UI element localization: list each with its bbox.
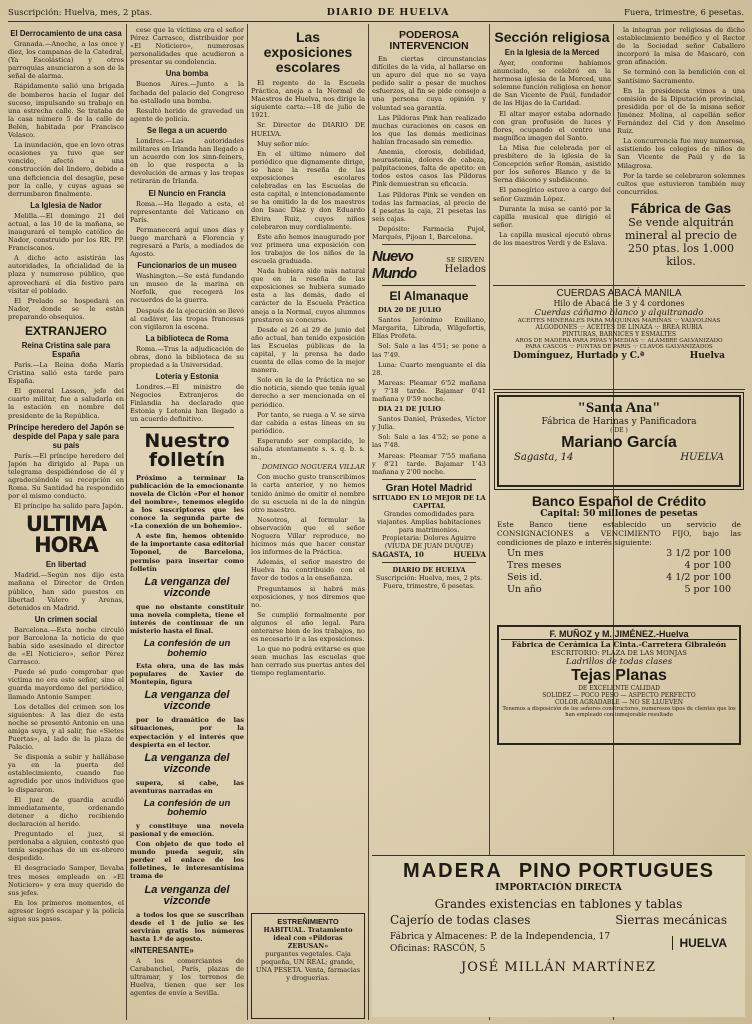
article-text: Roma.—Tras la adjudicación de obras, donó la biblioteca de su propiedad a la Universidad. (130, 344, 244, 369)
article-text: Se cumplió formalmente por algunos el año legal. Para enterarse bien de los trabajos, no es necesario ir a las exposiciones. (251, 610, 365, 644)
article-text: Solo en la de la Práctica no se dio noticia, siendo que tenía igual derecho a ser mencionada en el periódico. (251, 376, 365, 409)
article-text: Las Píldoras Pink han realizado muchas curaciones en casos en los que las demás medicinas habían fracasado sin remedio. (372, 113, 486, 146)
gas-title: Fábrica de Gas (630, 200, 732, 216)
article-text: El juez de guardia acudió inmediatamente, ordenando detener a dicho recibiendo declaración al herido. (8, 795, 124, 828)
article-text: El regente de la Escuela Práctica, aneja a la Normal de Maestros de Huelva, nos dirige la siguiente carta:—18 de julio de 1921. (251, 79, 365, 120)
article-text: París.—La Reina doña María Cristina salió esta tarde para España. (8, 361, 124, 386)
cuerdas-hilo: Hilo de Abacá de 3 y 4 cordones (553, 299, 685, 308)
article-text: Puede sé pudo comprobar que víctima no era este señor, sino el guarda mayordomo del periódico, llamado Antonio Samper. (8, 668, 124, 701)
banco-capital: Capital: 50 millones de pesetas (540, 509, 698, 519)
article-text: Las Píldoras Pink se venden en todas las farmacias, al precio de 4 pesetas la caja, 21 pesetas las seis cajas. (372, 190, 486, 223)
article-text: El panegírico estuvo a cargo del señor Guzmán López. (493, 186, 611, 203)
article-text: Ayer, conforme habíamos anunciado, se celebró en la hermosa iglesia de la Merced, una solemne función religiosa en honor de San Vicente de Paúl, fundador de las Hijas de la Caridad. (493, 59, 611, 108)
santa-ana-address-row (502, 452, 736, 463)
novel-title: La confesión de un bohemio (143, 638, 231, 659)
banco-rate-value: 5 por 100 (684, 584, 731, 595)
article-text: La concurrencia fue muy numerosa, asistiendo los colegios de niños de San Vicente de Paúl y de la Milagrosa. (617, 137, 745, 170)
cuerdas-algodones: ALGODONES ·:· ACEITES DE LINAZA ·:· BREA RUBIA (535, 324, 703, 331)
article-text: El desgraciado Samper, llevaba tres meses empleado en «El Noticiero» y era muy querido de sus jefes. (8, 864, 124, 897)
hotel-comforts: Grandes comodidades para viajantes. Amplias habitaciones para matrimonios. (377, 509, 481, 534)
banco-title: Banco Español de Crédito (531, 493, 707, 509)
article-text: Después de la ejecución se llevó al cadáver, las tropas francesas con vigilaron la escena. (130, 306, 244, 331)
ceramica-bricks: Ladrillos de todas clases (565, 657, 673, 667)
article-text: Durante la misa se cantó por la capilla musical que dirigió el señor. (493, 204, 611, 229)
article-text: Desde el 26 al 29 de junio del año actual, han tenido exposición las Escuelas públicas de la capital, y la prensa ha dado cuenta de ellas como de la mejor manera. (251, 325, 365, 375)
article-text: que no obstante constituir una novela completa, tiene el interés de continuar de un misterio hasta el final. (130, 602, 244, 635)
section-heading-ultima-hora: ULTIMA HORA (25, 512, 107, 558)
ceramica-office: ESCRITORIO: PLAZA DE LAS MONJAS (551, 649, 687, 657)
article-text: El Prelado se hospedará en Nador, donde se le están preparando obsequios. (8, 296, 124, 321)
article-text: Permanecerá aquí unos días y luego marchará a Florencia y regresará a París, a mediados de Agosto. (130, 225, 244, 259)
article-text: Por tanto, se ruega a V. se sirva dar cabida a estas líneas en su periódico. (251, 410, 365, 435)
article-text: La capilla musical ejecutó obras de los maestros Verdi y de Eslava. (493, 230, 611, 247)
article-text: por lo dramático de las situaciones, por la expectación y el interés que despierta en el lector. (130, 716, 244, 749)
article-text: Se terminó con la bendición con el Santísimo Sacramento. (617, 68, 745, 85)
divider (382, 479, 476, 480)
article-text: Depósito: Farmacia Pujol, Marqués, Pijoan 1, Barcelona. (372, 224, 486, 241)
cuerdas-cascos: PARA CASCOS ·:· PUNTAS DE PARIS ·:· CLAVOS GALVANIZADOS (525, 344, 713, 350)
article-text: Preguntado el juez, si perdonaba a alguien, contestó que tenía sospechas de un ex-obrero despedido. (8, 830, 124, 863)
masthead-subscription: Suscripción: Huelva, mes, 2 ptas. (8, 7, 153, 18)
headline: En libertad (45, 560, 87, 570)
column-2 (130, 26, 244, 1020)
estr-text: HABITUAL. Tratamiento ideal con «Píldoras ZEBUSAN» (263, 926, 353, 950)
divider (382, 285, 476, 286)
madera-address-row (372, 929, 745, 957)
banco-rate-row (507, 584, 731, 596)
article-title: PODEROSA INTERVENCION (389, 29, 469, 52)
headline: Un crimen social (34, 614, 98, 624)
article-text: Además, el señor maestro de Huelva ha contribuido con el favor de todos a la enseñanza. (251, 558, 365, 583)
article-text: Madrid.—Según nos dijo esta mañana el Director de Orden público, han sido puestos en libertad Valero y Arenas, detenidos en Madrid. (8, 571, 124, 612)
gas-offer: Se vende alquitrán mineral al precio de 250 ptas. los 1.000 kilos. (624, 216, 738, 268)
almanaque-text: Mareas: Pleamar 7'55 mañana y 8'21 tarde. Bajamar 1'43 mañana y 2'00 noche. (372, 451, 486, 476)
article-text: Próximo a terminar la publicación de la emocionante novela de Ciclón «Por el honor del nombre», tenemos elegido a los suscriptores que les conoce la segunda parte de «La conexión de un bohemio». (130, 473, 244, 531)
madera-city: HUELVA (672, 936, 727, 950)
article-text: Con objeto de que todo el mundo pueda seguir, sin perder el enlace de los folletines, le interesantísima trama de (130, 840, 244, 881)
ceramica-features: SOLIDEZ — POCO PESO — ASPECTO PERFECTO (542, 692, 696, 699)
article-text: la integran por religiosas de dicho establecimiento benéfico y el Rector de la Sociedad señor Caballero incorporó la misa de Mascaró, con gran afinación. (617, 26, 745, 67)
article-text: Esperando ser complacido, le saluda atentamente s. s. q. b. s. m., (251, 436, 365, 462)
article-text: a todos los que se suscriban desde el 1 de julio se les servirán gratis los números hasta 1.º de agosto. (130, 910, 244, 943)
santa-ana-city: HUELVA (680, 452, 724, 463)
article-text: El altar mayor estaba adornado con gran profusión de luces y flores, ocupando el centro una magnífica imagen del Santo. (493, 109, 611, 142)
article-text: Buenos Aires.—Junto a la fachada del palacio del Congreso ha estallado una bomba. (130, 80, 244, 105)
ceramica-quality: DE EXCELENTE CALIDAD (578, 685, 660, 692)
novel-title: La venganza del vizconde (144, 751, 230, 775)
headline: Funcionarios de un museo (137, 261, 237, 271)
article-text: Granada.—Anoche, a las once y diez, los campanas de la Catedral, (Ya Escolástica) y otros parroquias anunciaron a son de la señal de alarma. (8, 40, 124, 81)
article-text: Londres.—Las autoridades militares en Irlanda han llegado a un acuerdo con los sinn-feiners, en lo que respecta a la devolución de armas y las tropas retirarán de Irlanda. (130, 136, 244, 186)
headline: Una bomba (165, 69, 209, 79)
column-rule (368, 24, 369, 1020)
article-text: Nosotros, al formular la observación que el señor Noguera Villar reproduce, no hicimos más que hacer constar los informes de la Práctica. (251, 515, 365, 557)
subscription-local: Suscripción: Huelva, mes, 2 pts. (375, 573, 483, 582)
column-1 (8, 26, 124, 1020)
hotel-address-row (372, 550, 486, 559)
estrenimiento-ad (251, 913, 365, 1019)
article-title: Sección religiosa (494, 29, 610, 45)
article-text: La Misa fue celebrada por el presbítero de la iglesia de la Concepción señor Román, asistido por los señores Blanco y de la Serna diácono y subdiácono. (493, 143, 611, 185)
masthead-title: DIARIO DE HUELVA (326, 7, 450, 18)
article-text: París.—El príncipe heredero del Japón ha dirigido al Papa un telegrama despidiéndose de él y agradeciéndole su recepción en Roma. Su Santidad ha respondido por el mismo conducto. (8, 451, 124, 501)
article-text: Muy señor mío: (257, 139, 310, 148)
estr-text2: purgantes vegetales. Caja pequeña, UN REAL; grande, UNA PESETA. Venta, farmacias y droguerías. (255, 950, 361, 982)
article-text: A este fin, hemos obtenido de la importante casa editorial Toponel, de Barcelona, permiso para insertar como folletín (130, 532, 244, 573)
article-text: Melilla.—El domingo 21 del actual, a las 10 de la mañana, se inaugurará el templo católico de Nador, construido por los RR. PP. Franciscanos. (8, 211, 124, 253)
ceramica-note: Tenemos a disposición de los señores constructores, numerosos tipos de clientes que los han empleado con inmejorable resultado (502, 706, 736, 719)
signature: DOMINGO NOGUERA VILLAR (261, 463, 365, 472)
helados-word: Helados (444, 263, 486, 275)
column-6 (617, 26, 745, 198)
cuerdas-ad (493, 285, 745, 390)
cuerdas-canamo: Cuerdas cáñamo blanco y alquitranado (534, 308, 704, 318)
hotel-location: SITUADO EN LO MEJOR DE LA CAPITAL (372, 493, 486, 510)
headline: La biblioteca de Roma (145, 333, 229, 343)
novel-title: La confesión de un bohemio (143, 797, 231, 819)
madera-ad (372, 855, 745, 1017)
madera-pino: PINO PORTUGUES (518, 860, 714, 882)
article-text: El príncipe ha salido para Japón. (14, 502, 124, 511)
banco-rate-value: 4 por 100 (684, 560, 731, 571)
divider (382, 562, 476, 563)
column-3 (251, 26, 365, 1020)
cuerdas-company-row (493, 350, 745, 362)
banco-rate-term: Un año (507, 584, 542, 595)
madera-addresses (390, 931, 610, 955)
santa-ana-subtitle: Fábrica de Harinas y Panificadora (541, 417, 697, 427)
madera-offices: Oficinas: RASCÓN, 5 (390, 944, 486, 954)
article-text: La inundación, que en lovo otras ocasiones ya tuvo que ser vencido, afectó a una construcción del lindero, debido a una deficiencia del desagüe, pese por la calle, y cuyas aguas se derrumbaron finalmente. (8, 141, 124, 198)
article-text: Resultó herido de gravedad un agente de policía. (130, 106, 244, 123)
cuerdas-aceites: ACEITES MINERALES PARA MÁQUINAS MARINAS ·:· VALVOLINAS (517, 318, 721, 324)
ceramica-tiles: Tejas Planas (571, 667, 667, 684)
banco-rate-value: 3 1/2 por 100 (666, 548, 731, 559)
almanaque-title: El Almanaque (389, 289, 469, 304)
article-text: Roma.—Ha llegado a esta, el representante del Vaticano en París. (130, 199, 244, 224)
hotel-name: Gran Hotel Madrid (385, 482, 473, 494)
cuerdas-city: Huelva (689, 351, 725, 361)
madera-stock: Grandes existencias en tablones y tablas (434, 897, 683, 911)
article-text: Anemia, clorosis, debilidad, neurastenia, dolores de cabeza, palpitaciones, falta de apetito: en todos estos casos las Píldoras Pink demuestran su eficacia. (372, 148, 486, 189)
headline: Príncipe heredero del Japón se despide del Papa y sale para su país (8, 422, 124, 450)
article-text: Nada hubiera sido más natural que en la reseña de las exposiciones se hubiera sumado esta a las demás, dado el carácter de la Escuela Práctica aneja a la Normal, cuyos alumnos prestaron su concurso. (251, 267, 365, 324)
article-text: cese que la víctima era el señor Pérez Carrasco, distribuidor por «El Noticiero», numerosas personalidades que acudieron a presentar su condolencia. (130, 26, 244, 67)
article-text: En ciertas circunstancias difíciles de la vida, al hallarse en un apuro del que no se vaya pedido salir a pesar de muchos esfuerzos, al fin se pide consejo a una persona cuya opinión y voluntad sea garantía. (372, 55, 486, 112)
gas-factory-ad (617, 200, 745, 280)
article-text: Preguntamos si habrá más exposiciones, y nos diremos que no. (251, 584, 365, 609)
headline: El Nuncio en Francia (148, 188, 226, 198)
ceramica-owners: F. MUÑOZ y M. JIMÉNEZ.-Huelva (501, 629, 737, 640)
santa-ana-owner: Mariano García (561, 434, 677, 451)
hotel-street: SAGASTA, 10 (372, 549, 424, 559)
almanaque-text: Sol: Sale a las 4'51; se pone a las 7'49. (372, 342, 486, 359)
banco-ad (493, 493, 745, 618)
almanaque-day: DIA 21 DE JULIO (378, 405, 442, 414)
almanaque-text: Mareas: Pleamar 6'52 mañana y 7'18 tarde. Bajamar 0'41 mañana y 0'59 noche. (372, 378, 486, 403)
almanaque-text: Luna: Cuarto menguante el día 28. (372, 360, 486, 377)
banco-rate-row (507, 560, 731, 572)
madera-word: MADERA (403, 860, 503, 882)
article-text: Este año hemos inaugurado por vez primera una exposición con los trabajos de los niños de la escuela graduada. (251, 232, 365, 265)
subscription-title: DIARIO DE HUELVA (392, 565, 466, 574)
almanaque-text: Sol: Sale a las 4'52; se pone a las 7'48. (372, 433, 486, 450)
novel-title: La venganza del vizconde (144, 689, 230, 713)
madera-import: IMPORTACIÓN DIRECTA (495, 883, 622, 893)
article-title: Las exposiciones escolares (263, 29, 353, 75)
headline: El Derrocamiento de una casa (10, 29, 122, 38)
article-text: A los comerciantes de Carabanchel, París, plazas de ultramar, y los terrenos de Huelva, tienen que ser los agentes de envío a Sevilla. (130, 956, 244, 998)
article-text: Los detalles del crimen son los siguientes: A las diez de esta noche se presentó Antonio en una amiga suya, y al salir, fue «Sietes Puertas», al lado de la plaza de Palacio. (8, 702, 124, 752)
banco-rate-row (507, 572, 731, 584)
masthead-price: Fuera, trimestre, 6 pesetas. (623, 7, 744, 18)
headline: La Iglesia de Nador (30, 200, 102, 210)
article-text: Con mucho gusto transcribimos la carta anterior, y no hemos tenido ánimo de omitir el nombre de su escuela ni de la de ningún otro maestro. (251, 473, 365, 514)
article-text: Barcelona.—Esta noche circuló por Barcelona la noticia de que había sido asesinado el director de «El Noticiero», señor Pérez Carrasco. (8, 625, 124, 667)
banco-text: Este Banco tiene establecido un servicio de CONSIGNACIONES a VENCIMIENTO FIJO, bajo las condiciones de plazo e interés siguiente: (497, 520, 741, 547)
article-text: Londres.—El ministro de Negocios Extranjeros de Finlandia ha declarado que Estonia y Letonia han llegado a un acuerdo definitivo. (130, 383, 244, 424)
article-text: En el último número del periódico que dignamente dirige, se hace la reseña de las exposiciones escolares celebradas en las Escuelas de esta capital, e intencionadamente se ha omitido la de los maestros don Isaac Díaz y don Eduardo Elvira Ruiz, cuyos niños celebraron muy cordialmente. (251, 149, 365, 231)
banco-rate-term: Seis id. (507, 572, 543, 583)
madera-products-row (372, 911, 745, 929)
hotel-city: HUELVA (453, 549, 486, 559)
ceramica-factory: Fábrica de Cerámica La Cinta.-Carretera Gibraleón (511, 640, 727, 649)
article-text: En los primeros momentos, el agresor logró escapar y la policía sigue sus pasos. (8, 898, 124, 923)
article-text: y constituye una novela pasional y de emoción. (130, 821, 244, 838)
ceramica-ad (497, 625, 741, 745)
helados-serve: SE SIRVEN (446, 255, 485, 264)
cuerdas-aros: AROS DE MADERA PARA PIPAS Y MEDIAS ·:· ALAMBRE GALVANIZADO (515, 338, 723, 344)
article-text: Por la tarde se celebraron solemnes cultos que estuvieron también muy concurridos. (617, 171, 745, 196)
article-text: Esta obra, una de las más populares de Xavier de Montepín, figura (130, 662, 244, 687)
cuerdas-pinturas: PINTURAS, BARNICES Y ESMALTES (562, 331, 676, 338)
estr-title: ESTREÑIMIENTO (277, 917, 339, 926)
article-text: Rápidamente salió una brigada de bomberos hacia el lugar del suceso, impulsando su trabajo en una estrecha calle. Se trataba de la casa número 5 de la calle de Belén, habitada por Francisco Velasco. (8, 82, 124, 140)
almanaque-text: Santos Jerónimo Emiliano, Margarita, Librada, Wilgefortis, Elías Profeta. (372, 316, 486, 341)
headline: En la Iglesia de la Merced (504, 48, 600, 57)
article-text: Washington.—Se está fundando un museo de la marina en Norfolk, que recogerá los recuerdos de la guerra. (130, 272, 244, 305)
ceramica-color: COLOR AGRADABLE — NO SE LLUEVEN (554, 699, 684, 706)
santa-ana-title: "Santa Ana" (577, 400, 661, 416)
novel-title: La venganza del vizconde (144, 883, 230, 907)
nuevo-mundo-ad (372, 248, 486, 282)
masthead (8, 4, 744, 22)
column-5 (493, 26, 611, 301)
headline: Se llega a un acuerdo (146, 125, 228, 135)
article-text: supera, si cabe, las aventuras narradas en (130, 778, 244, 795)
madera-sierras: Sierras mecánicas (615, 913, 727, 927)
hotel-owner: Propietaria: Dolores Aguirre (VIUDA DE JUAN DUQUE) (382, 533, 476, 550)
novel-title: La venganza del vizconde (144, 575, 230, 599)
subscription-outside: Fuera, trimestre, 6 pesetas. (383, 581, 475, 590)
article-text: En la presidencia vimos a una comisión de la Diputación provincial, presidida por el de la misma señor Jiménez Molina, al capellán señor Fernández del Cid y don Anselmo Ruiz. (617, 86, 745, 136)
article-text: A dicho acto asistirán las autoridades, la oficialidad de la plaza y numeroso público, que aprovechará el día festivo para visitar el poblado. (8, 254, 124, 295)
almanaque-text: Santos Daniel, Práxedes, Víctor y Julia. (372, 415, 486, 432)
banco-rate-value: 4 1/2 por 100 (666, 572, 731, 583)
column-rule (126, 24, 127, 1020)
cuerdas-title: CUERDAS ABACÁ MANILA (556, 288, 682, 299)
santa-ana-de: ( DE ) (610, 427, 628, 434)
headline: Lotería y Estonia (155, 372, 219, 382)
gran-hotel-ad (372, 483, 486, 559)
madera-cajeria: Cajerío de todas clases (390, 913, 531, 927)
divider (140, 427, 234, 428)
nuevo-mundo-logo: Nuevo Mundo (372, 248, 417, 283)
madera-header (372, 860, 745, 883)
headline: «INTERESANTE» (130, 945, 194, 955)
section-heading-extranjero: EXTRANJERO (24, 324, 107, 338)
column-rule (247, 24, 248, 1020)
divider (382, 244, 476, 245)
santa-ana-street: Sagasta, 14 (514, 452, 574, 463)
madera-factory: Fábrica y Almacenes: P. de la Independencia, 17 (390, 932, 611, 942)
article-text: Sr. Director de DIARIO DE HUELVA. (251, 121, 365, 138)
folletin-heading: Nuestro folletín (144, 429, 230, 471)
article-text: Se disponía a subir y hallábase ya en la puerta del establecimiento, cuando fue agredido por unos individuos que le dispararon. (8, 753, 124, 794)
article-text: Lo que no podrá evitarse es que sean muchas las escuelas que han cerrado sus puertas antes del tiempo reglamentario. (251, 645, 365, 678)
banco-rate-term: Un mes (507, 548, 544, 559)
almanaque-day: DIA 20 DE JULIO (378, 306, 442, 315)
banco-rate-term: Tres meses (507, 560, 562, 571)
banco-rate-row (507, 548, 731, 560)
helados-label (445, 256, 486, 275)
santa-ana-ad (497, 395, 741, 487)
banco-rates-table (507, 548, 731, 596)
article-text: El general Lasson, jefe del cuarto militar, fue a saludarla en la estación en nombre del presidente de la República. (8, 387, 124, 420)
madera-owner: JOSÉ MILLÁN MARTÍNEZ (461, 960, 656, 975)
cuerdas-company: Domínguez, Hurtado y C.ª (513, 351, 645, 361)
headline: Reina Cristina sale para España (21, 341, 111, 359)
subscription-box (372, 566, 486, 590)
